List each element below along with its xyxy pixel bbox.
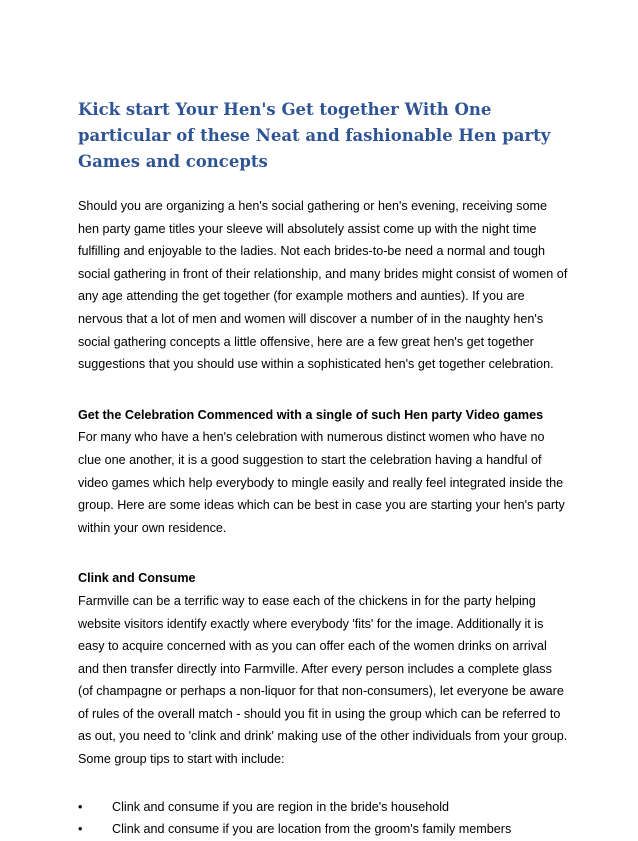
section-heading-celebration-games: Get the Celebration Commenced with a single of such Hen party Video games	[78, 407, 544, 422]
intro-paragraph: Should you are organizing a hen's social gathering or hen's evening, receiving some hen party game titles your sleeve will absolutely assist come up with the night time fulfilling and enjoyable to the ladies. Not each brides-to-be need a normal and tough social gathering in front of their relationship, and many brides might consist of women of any age attending the get together (for example mothers and aunties). If you are nervous that a lot of men and women will discover a number of in the naughty hen's social gathering concepts a little offensive, here are a few great hen's get together suggestions that you should use within a sophisticated hen's get together celebration.	[78, 199, 568, 372]
document-title: Kick start Your Hen's Get together With One particular of these Neat and fashionable Hen party Games and concepts	[78, 100, 551, 171]
list-item-text: Clink and consume if you are region in the bride's household	[112, 799, 450, 814]
bullet-icon: •	[78, 799, 83, 814]
list-item	[78, 796, 570, 819]
section-body-celebration-games: For many who have a hen's celebration with numerous distinct women who have no clue one another, it is a good suggestion to start the celebration having a handful of video games which help everybody to mingle easily and really feel integrated inside the group. Here are some ideas which can be best in case you are starting your hen's party within your own residence.	[78, 430, 565, 535]
list-item-text: Clink and consume if you are location from the groom's family members	[112, 822, 512, 837]
group-tips-list	[78, 796, 570, 841]
list-item	[78, 818, 570, 841]
bullet-icon: •	[78, 822, 83, 837]
section-heading-clink-and-consume: Clink and Consume	[78, 571, 196, 586]
section-body-clink-and-consume: Farmville can be a terrific way to ease each of the chickens in for the party helping website visitors identify exactly where everybody 'fits' for the image. Additionally it is easy to acquire concerned with as you can offer each of the women drinks on arrival and then transfer directly into Farmville. After every person includes a complete glass (of champagne or perhaps a non-liquor for that non-consumers), let everyone be aware of rules of the overall match - should you fit in using the group which can be referred to as out, you need to 'clink and drink' making use of the other individuals from your group. Some group tips to start with include:	[78, 593, 568, 767]
